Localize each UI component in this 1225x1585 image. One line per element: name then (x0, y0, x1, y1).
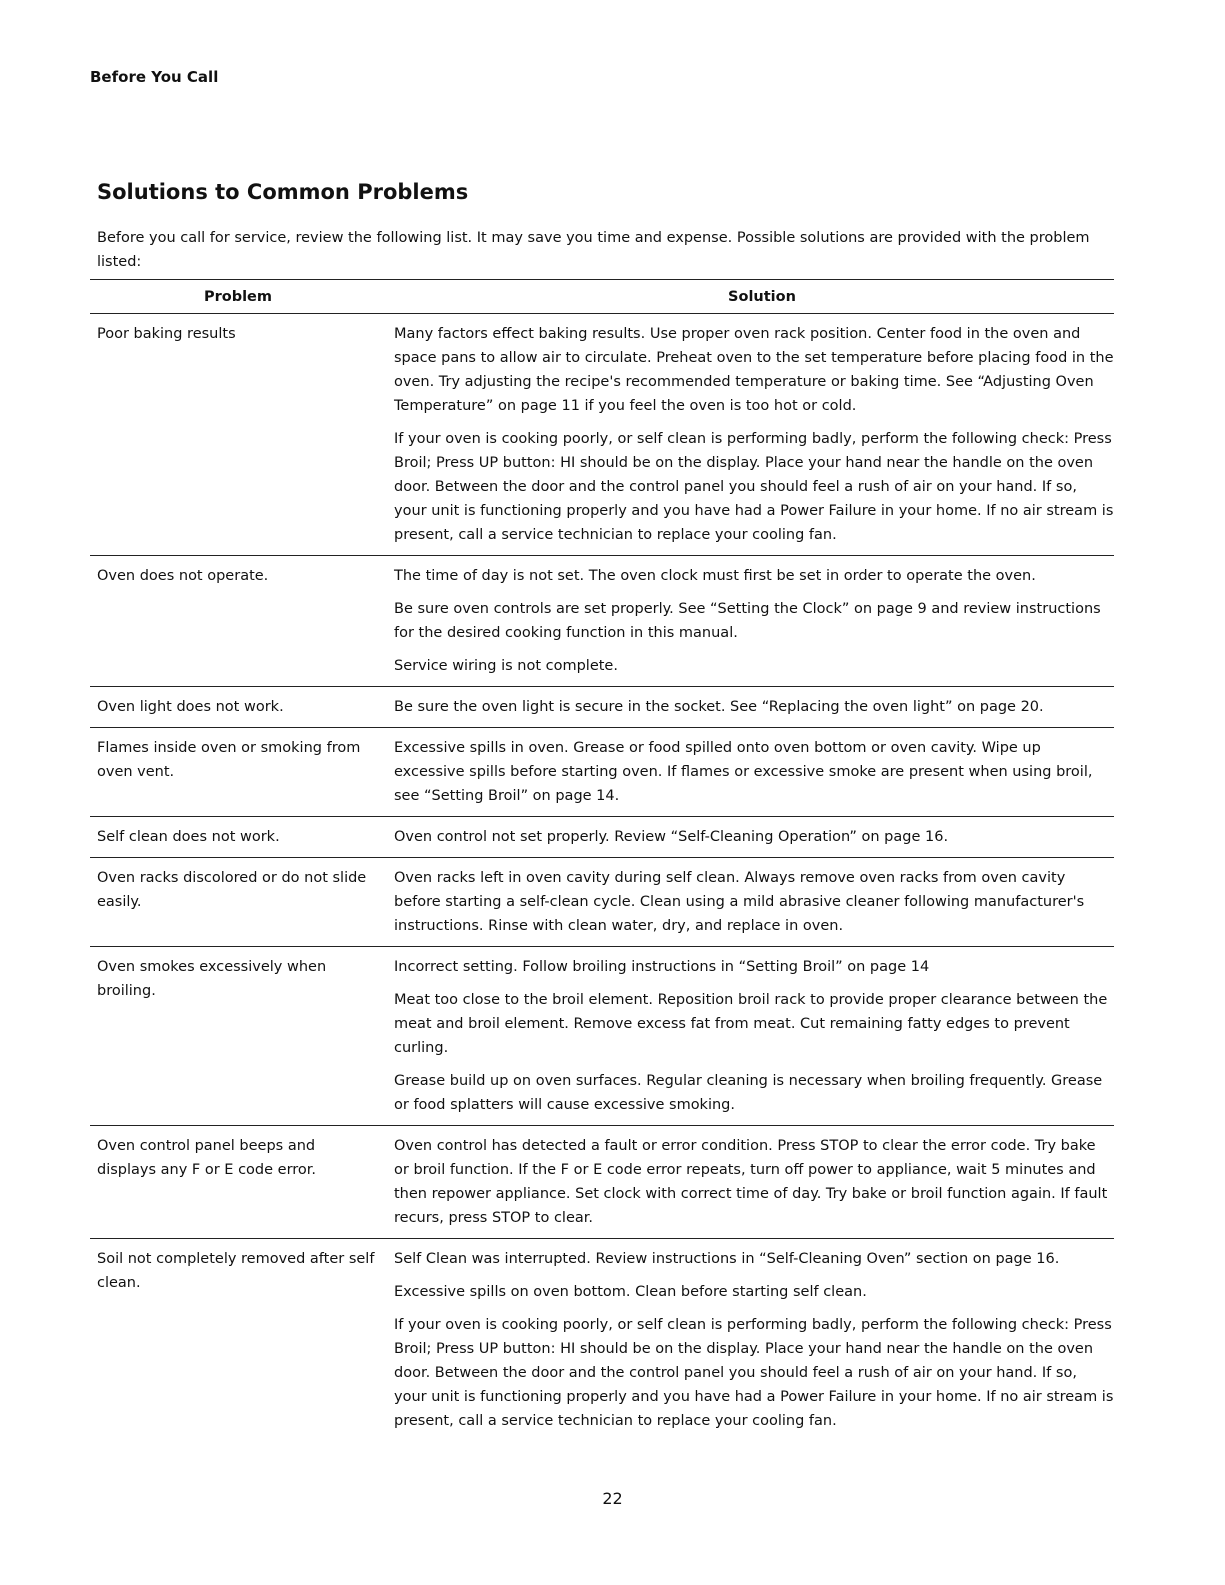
solution-paragraph: Be sure oven controls are set properly. See “Setting the Clock” on page 9 and review instructions for the desired cooking function in this manual. (394, 601, 1101, 641)
solution-paragraph: Oven racks left in oven cavity during self clean. Always remove oven racks from oven cavity before starting a self-clean cycle. Clean using a mild abrasive cleaner following manufacturer's instructions. Rinse with clean water, dry, and replace in oven. (394, 870, 1085, 934)
solution-paragraph: Oven control not set properly. Review “Self-Cleaning Operation” on page 16. (394, 829, 949, 845)
solution-cell (394, 1126, 1114, 1238)
table-row (90, 687, 1114, 728)
problem-cell: Oven smokes excessively when broiling. (97, 959, 327, 999)
page-number: 22 (602, 1489, 623, 1508)
section-header: Before You Call (90, 68, 219, 86)
table-row (90, 1239, 1114, 1441)
solution-cell (394, 687, 1114, 727)
table-row (90, 728, 1114, 817)
solution-paragraph: If your oven is cooking poorly, or self clean is performing badly, perform the following check: Press Broil; Press UP button: HI should be on the display. Place your hand near the handle on the oven door. Between the door and the control panel you should feel a rush of air on your hand. If so, your unit is functioning properly and you have had a Power Failure in your home. If no air stream is present, call a service technician to replace your cooling fan. (394, 431, 1114, 543)
solution-paragraph: The time of day is not set. The oven clock must first be set in order to operate the oven. (394, 568, 1036, 584)
solution-paragraph: If your oven is cooking poorly, or self clean is performing badly, perform the following check: Press Broil; Press UP button: HI should be on the display. Place your hand near the handle on the oven door. Between the door and the control panel you should feel a rush of air on your hand. If so, your unit is functioning properly and you have had a Power Failure in your home. If no air stream is present, call a service technician to replace your cooling fan. (394, 1317, 1114, 1429)
problem-cell: Self clean does not work. (97, 829, 280, 845)
solution-cell (394, 858, 1114, 946)
solution-paragraph: Excessive spills on oven bottom. Clean before starting self clean. (394, 1284, 867, 1300)
solution-paragraph: Oven control has detected a fault or error condition. Press STOP to clear the error code. Try bake or broil function. If the F or E code error repeats, turn off power to appliance, wait 5 minutes and then repower appliance. Set clock with correct time of day. Try bake or broil function again. If fault recurs, press STOP to clear. (394, 1138, 1108, 1226)
problem-cell: Oven racks discolored or do not slide easily. (97, 870, 367, 910)
problem-cell: Flames inside oven or smoking from oven vent. (97, 740, 361, 780)
solution-cell (394, 947, 1114, 1125)
solution-paragraph: Incorrect setting. Follow broiling instructions in “Setting Broil” on page 14 (394, 959, 930, 975)
solution-cell (394, 556, 1114, 686)
table-header (90, 280, 1114, 314)
problem-cell: Oven control panel beeps and displays any F or E code error. (97, 1138, 317, 1178)
problem-column-header: Problem (203, 288, 273, 305)
problem-cell: Oven light does not work. (97, 699, 284, 715)
problems-table (90, 279, 1114, 1441)
solution-column-header: Solution (728, 288, 796, 305)
problem-cell: Poor baking results (97, 326, 236, 342)
solution-paragraph: Grease build up on oven surfaces. Regular cleaning is necessary when broiling frequently. Grease or food splatters will cause excessive smoking. (394, 1073, 1103, 1113)
table-row (90, 556, 1114, 687)
page-title: Solutions to Common Problems (97, 180, 469, 204)
solution-cell (394, 817, 1114, 857)
solution-paragraph: Excessive spills in oven. Grease or food spilled onto oven bottom or oven cavity. Wipe up excessive spills before starting oven. If flames or excessive smoke are present when using broil, see “Setting Broil” on page 14. (394, 740, 1093, 804)
table-row (90, 314, 1114, 556)
table-row (90, 858, 1114, 947)
intro-paragraph: Before you call for service, review the following list. It may save you time and expense. Possible solutions are provided with the problem listed: (97, 230, 1090, 270)
problem-cell: Soil not completely removed after self clean. (97, 1251, 375, 1291)
solution-cell (394, 314, 1114, 555)
table-row (90, 947, 1114, 1126)
solution-paragraph: Be sure the oven light is secure in the socket. See “Replacing the oven light” on page 20. (394, 699, 1044, 715)
solution-cell (394, 1239, 1114, 1441)
solution-paragraph: Meat too close to the broil element. Reposition broil rack to provide proper clearance between the meat and broil element. Remove excess fat from meat. Cut remaining fatty edges to prevent curling. (394, 992, 1108, 1056)
table-row (90, 1126, 1114, 1239)
solution-paragraph: Service wiring is not complete. (394, 658, 618, 674)
solution-paragraph: Many factors effect baking results. Use proper oven rack position. Center food in the oven and space pans to allow air to circulate. Preheat oven to the set temperature before placing food in the oven. Try adjusting the recipe's recommended temperature or baking time. See “Adjusting Oven Temperature” on page 11 if you feel the oven is too hot or cold. (394, 326, 1114, 414)
table-row (90, 817, 1114, 858)
problem-cell: Oven does not operate. (97, 568, 269, 584)
solution-cell (394, 728, 1114, 816)
table-body (90, 314, 1114, 1441)
solution-paragraph: Self Clean was interrupted. Review instructions in “Self-Cleaning Oven” section on page 16. (394, 1251, 1060, 1267)
